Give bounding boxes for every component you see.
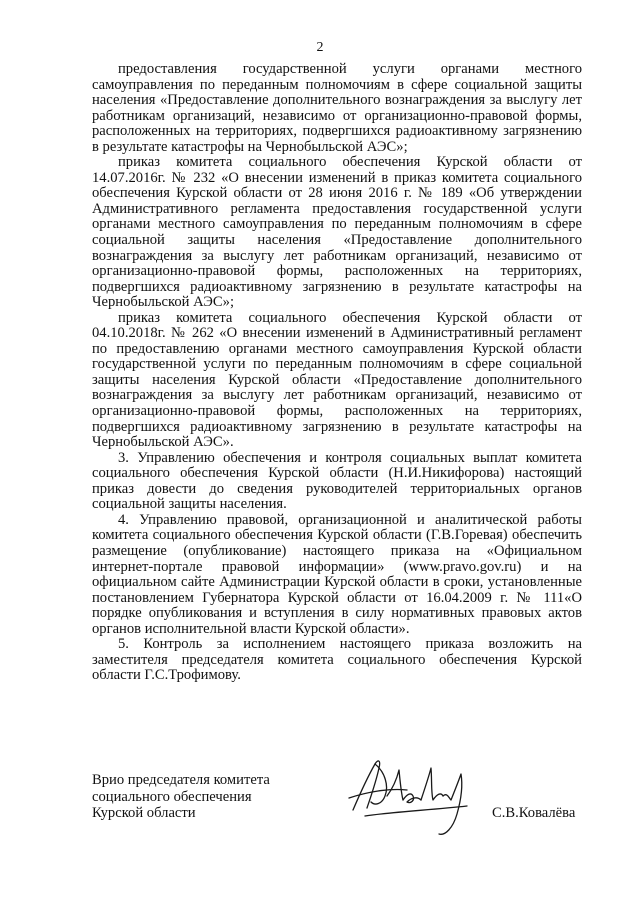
signatory-name: С.В.Ковалёва bbox=[492, 805, 576, 821]
handwritten-signature bbox=[345, 752, 495, 844]
signatory-title-line: Курской области bbox=[92, 805, 196, 821]
document-body bbox=[92, 62, 582, 684]
signatory-title-line: Врио председателя комитета bbox=[92, 772, 270, 788]
page-number: 2 bbox=[316, 40, 324, 55]
signatory-title-line: социального обеспечения bbox=[92, 788, 252, 805]
signatory-title bbox=[92, 772, 322, 822]
paragraph-order-262: приказ комитета социального обеспечения Курской области от 04.10.2018г. № 262 «О внесении изменений в Административный регламент по предоставлению органами местного самоуправления Курской области государственной услуги по переданным полномочиям в сфере социальной защиты населения Курской области «Предоставление дополнительного вознаграждения за выслугу лет работникам организаций, независимо от организационно-правовой формы, расположенных на территориях, подвергшихся радиоактивному загрязнению в результате катастрофы на Чернобыльской АЭС». bbox=[92, 309, 582, 451]
paragraph-item-3: 3. Управлению обеспечения и контроля социальных выплат комитета социального обеспечения Курской области (Н.И.Никифорова) настоящий приказ довести до сведения руководителей территориальных органов социальной защиты населения. bbox=[92, 449, 582, 513]
paragraph-continuation: предоставления государственной услуги органами местного самоуправления по переданным полномочиям в сфере социальной защиты населения «Предоставление дополнительного вознаграждения за выслугу лет работникам организаций, независимо от организационно-правовой формы, расположенных на территориях, подвергшихся радиоактивному загрязнению в результате катастрофы на Чернобыльской АЭС»; bbox=[92, 61, 582, 155]
paragraph-item-5: 5. Контроль за исполнением настоящего приказа возложить на заместителя председателя комитета социального обеспечения Курской области Г.С.Трофимову. bbox=[92, 636, 582, 684]
paragraph-order-232: приказ комитета социального обеспечения Курской области от 14.07.2016г. № 232 «О внесении изменений в приказ комитета социального обеспечения Курской области от 28 июня 2016 г. № 189 «Об утверждении Административного регламента предоставления государственной услуги органами местного самоуправления по переданным полномочиям в сфере социальной защиты населения «Предоставление дополнительного вознаграждения за выслугу лет работникам организаций, независимо от организационно-правовой формы, расположенных на территориях, подвергшихся радиоактивному загрязнению в результате катастрофы на Чернобыльской АЭС»; bbox=[92, 154, 582, 311]
paragraph-item-4: 4. Управлению правовой, организационной и аналитической работы комитета социального обеспечения Курской области (Г.В.Горевая) обеспечить размещение (опубликование) настоящего приказа на «Официальном интернет-портале правовой информации» (www.pravo.gov.ru) и на официальном сайте Администрации Курской области в сроки, установленные постановлением Губернатора Курской области от 16.04.2009 г. № 111«О порядке опубликования и вступления в силу нормативных правовых актов органов исполнительной власти Курской области». bbox=[92, 511, 582, 637]
